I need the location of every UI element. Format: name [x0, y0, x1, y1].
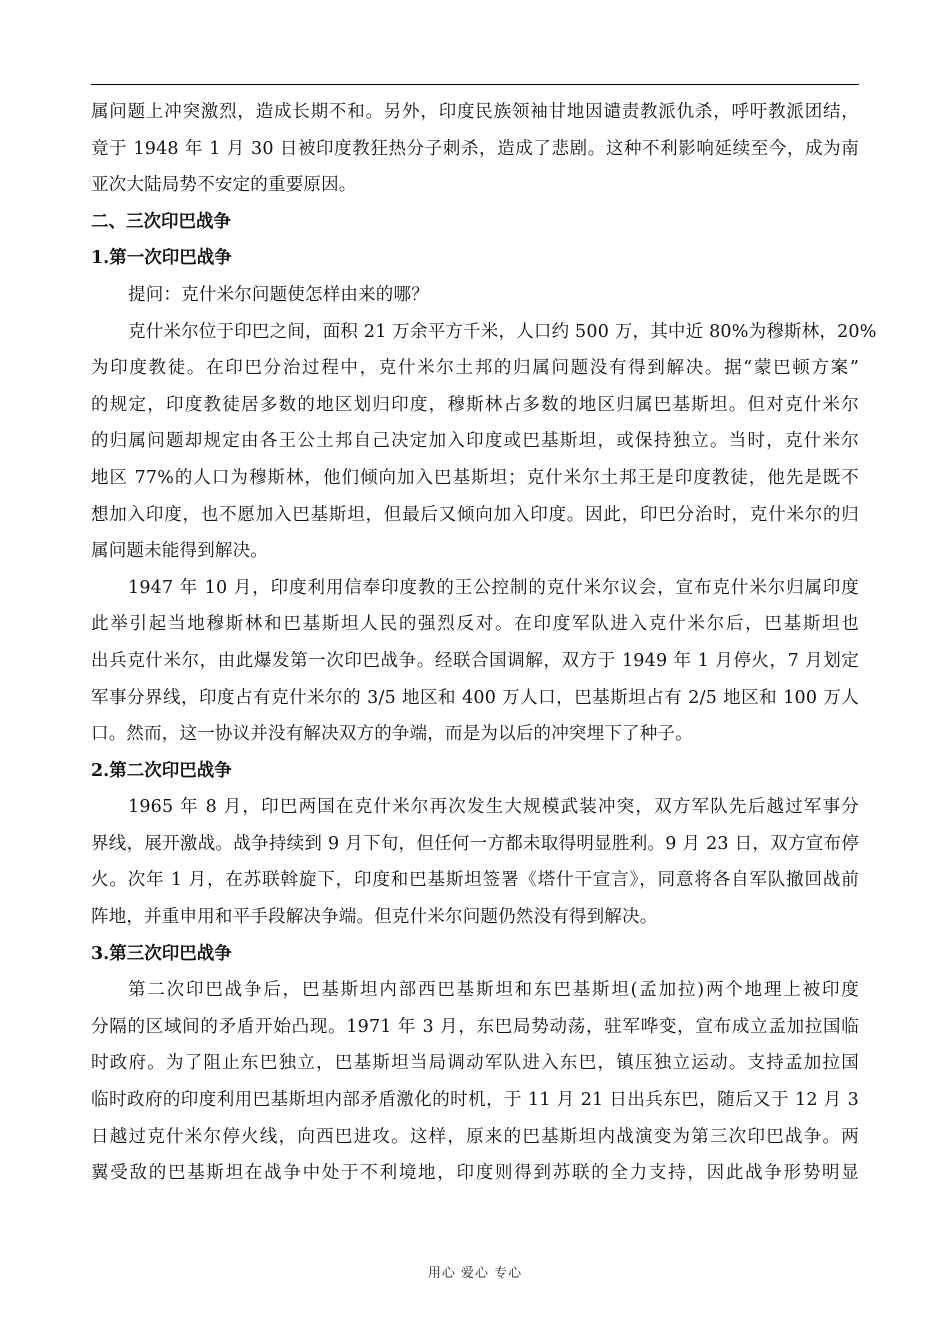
text-line: 分隔的区域间的矛盾开始凸现。1971 年 3 月，东巴局势动荡，驻军哗变，宣布成立孟加拉国临 [91, 1016, 859, 1037]
text-line: 竟于 1948 年 1 月 30 日被印度教狂热分子刺杀，造成了悲剧。这种不利影响延续至今，成为南 [91, 138, 859, 159]
text-line: 属问题未能得到解决。 [91, 541, 268, 562]
question-line: 提问：克什米尔问题使怎样由来的哪？ [128, 284, 429, 305]
text-line: 阵地，并重申用和平手段解决争端。但克什米尔问题仍然没有得到解决。 [91, 907, 658, 928]
text-line: 时政府。为了阻止东巴独立，巴基斯坦当局调动军队进入东巴，镇压独立运动。支持孟加拉国 [91, 1053, 859, 1074]
subsection-heading-war3: 3.第三次印巴战争 [91, 943, 232, 964]
text-line: 1965 年 8 月，印巴两国在克什米尔再次发生大规模武装冲突，双方军队先后越过军事分 [128, 797, 859, 818]
text-line: 地区 77%的人口为穆斯林，他们倾向加入巴基斯坦；克什米尔土邦王是印度教徒，他先是既不 [91, 467, 859, 488]
text-line: 临时政府的印度利用巴基斯坦内部矛盾激化的时机，于 11 月 21 日出兵东巴，随后又于 12 月 3 [91, 1090, 859, 1111]
header-rule [91, 84, 859, 85]
text-line: 翼受敌的巴基斯坦在战争中处于不利境地，印度则得到苏联的全力支持，因此战争形势明显 [91, 1163, 859, 1184]
text-line: 界线，展开激战。战争持续到 9 月下旬，但任何一方都未取得明显胜利。9 月 23 日，双方宣布停 [91, 833, 859, 854]
text-line: 为印度教徒。在印巴分治过程中，克什米尔土邦的归属问题没有得到解决。据“蒙巴顿方案” [91, 358, 859, 379]
text-line: 出兵克什米尔，由此爆发第一次印巴战争。经联合国调解，双方于 1949 年 1 月停火，7 月划定 [91, 650, 859, 671]
subsection-heading-war2: 2.第二次印巴战争 [91, 760, 232, 781]
text-line: 第二次印巴战争后，巴基斯坦内部西巴基斯坦和东巴基斯坦(孟加拉)两个地理上被印度 [128, 980, 859, 1001]
text-line: 火。次年 1 月，在苏联斡旋下，印度和巴基斯坦签署《塔什干宣言》，同意将各自军队撤回战前 [91, 870, 859, 891]
text-line: 1947 年 10 月，印度利用信奉印度教的王公控制的克什米尔议会，宣布克什米尔归属印度 [128, 577, 859, 598]
text-line: 口。然而，这一协议并没有解决双方的争端，而是为以后的冲突埋下了种子。 [91, 724, 693, 745]
text-line: 日越过克什米尔停火线，向西巴进攻。这样，原来的巴基斯坦内战演变为第三次印巴战争。两 [91, 1126, 859, 1147]
document-body [91, 94, 877, 1192]
paragraph-intro [91, 94, 859, 204]
text-line: 的规定，印度教徒居多数的地区划归印度，穆斯林占多数的地区归属巴基斯坦。但对克什米尔 [91, 394, 859, 415]
text-line: 想加入印度，也不愿加入巴基斯坦，但最后又倾向加入印度。因此，印巴分治时，克什米尔的归 [91, 504, 859, 525]
paragraph-1965 [91, 789, 859, 935]
paragraph-kashmir [91, 314, 877, 570]
text-line: 克什米尔位于印巴之间，面积 21 万余平方千米，人口约 500 万，其中近 80%为穆斯林，20% [128, 321, 877, 342]
text-line: 属问题上冲突激烈，造成长期不和。另外，印度民族领袖甘地因谴责教派仇杀，呼吁教派团结， [91, 102, 859, 122]
text-line: 的归属问题却规定由各王公土邦自己决定加入印度或巴基斯坦，或保持独立。当时，克什米尔 [91, 431, 859, 452]
page-footer: 用心 爱心 专心 [427, 1266, 523, 1281]
text-line: 此举引起当地穆斯林和巴基斯坦人民的强烈反对。在印度军队进入克什米尔后，巴基斯坦也 [91, 614, 859, 635]
subsection-heading-war1: 1.第一次印巴战争 [91, 248, 232, 269]
text-line: 亚次大陆局势不安定的重要原因。 [91, 175, 357, 196]
paragraph-1947 [91, 570, 859, 753]
paragraph-war3 [91, 972, 859, 1192]
section-heading: 二、三次印巴战争 [91, 211, 231, 232]
text-line: 军事分界线，印度占有克什米尔的 3/5 地区和 400 万人口，巴基斯坦占有 2/5 地区和 100 万人 [91, 687, 859, 708]
